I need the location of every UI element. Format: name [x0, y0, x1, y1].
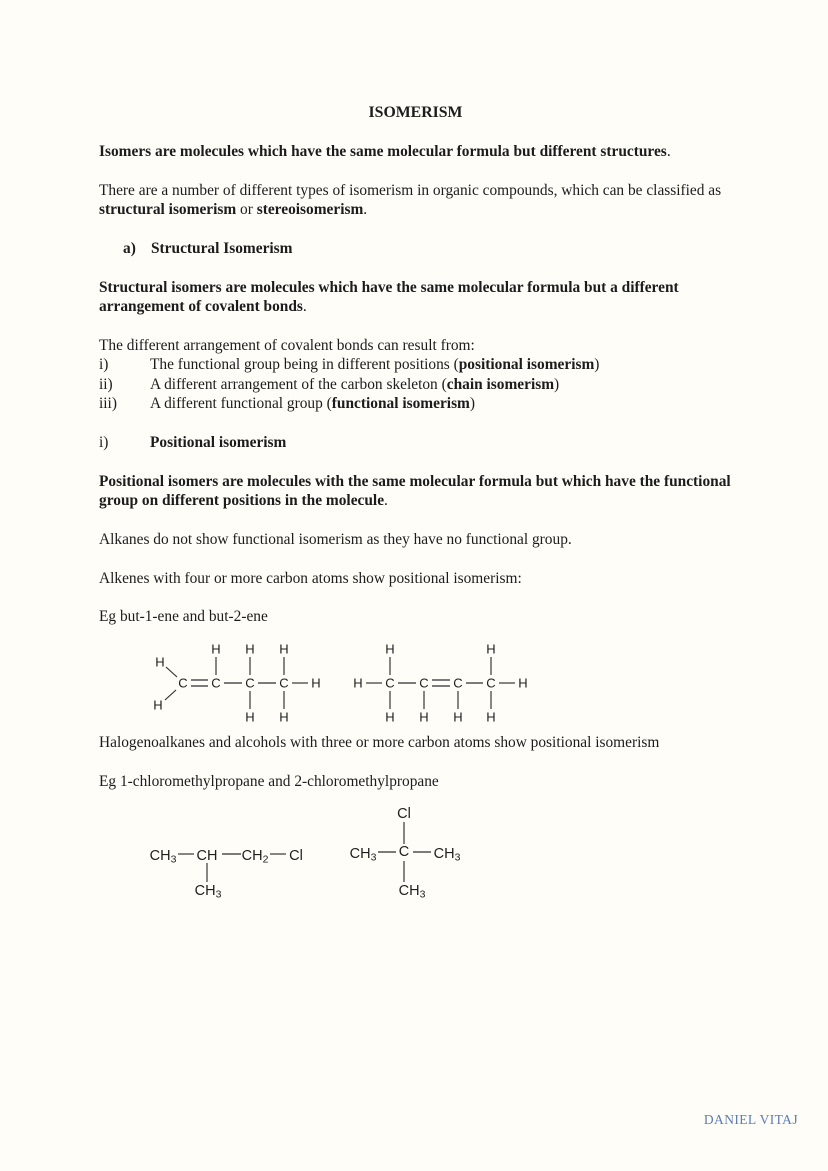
definition-isomers-period: . [666, 142, 671, 160]
list-item-bold: functional isomerism [331, 395, 470, 413]
heading-structural-isomerism [99, 239, 732, 258]
list-marker: ii) [99, 375, 113, 393]
heading-a-text: Structural Isomerism [151, 239, 293, 257]
definition-positional-bold: Positional isomers are molecules with the same molecular formula but which have the functional group on different positions in the molecule [99, 472, 731, 510]
structure-but-2-ene [340, 629, 540, 729]
atom-label: H [279, 641, 289, 657]
list-item-end: ) [469, 395, 476, 413]
atom-label: C [486, 675, 496, 691]
intro-or: or [236, 201, 257, 218]
author-name: DANIEL VITAJ [703, 1112, 798, 1127]
atom-label: C [178, 675, 188, 691]
list-item-end: ) [594, 356, 600, 374]
intro-period: . [363, 201, 368, 218]
list-item-bold: positional isomerism [458, 356, 595, 374]
atom-label: H [155, 654, 165, 670]
atom-label: H [353, 675, 363, 691]
atom-label: H [245, 641, 255, 657]
atom-label: C [245, 675, 255, 691]
heading-positional-isomerism [99, 433, 732, 452]
intro-bold-stereo: stereoisomerism [256, 201, 364, 218]
atom-label: H [518, 675, 528, 691]
atom-label: $CH_2$ [241, 848, 269, 866]
list-item [99, 355, 732, 374]
page-title: ISOMERISM [368, 104, 463, 121]
atom-label: $CH_3$ [398, 883, 426, 901]
example-butene: Eg but-1-ene and but-2-ene [99, 608, 268, 626]
arrangement-intro: The different arrangement of covalent bonds can result from: [99, 336, 475, 354]
definition-isomers-bold: Isomers are molecules which have the same molecular formula but different structures [99, 142, 667, 160]
definition-structural-bold: Structural isomers are molecules which have the same molecular formula but a different arrangement of covalent bonds [99, 278, 679, 315]
atom-label: $CH_3$ [433, 846, 461, 864]
definition-positional-isomers [99, 472, 732, 511]
list-item-pre: A different arrangement of the carbon skeleton ( [150, 375, 447, 393]
atom-label: Cl [289, 848, 303, 865]
definition-structural-isomers [99, 278, 732, 317]
list-item-pre: A different functional group ( [150, 395, 332, 413]
atom-label: CH [196, 848, 218, 865]
atom-label: $CH_3$ [149, 848, 177, 866]
list-marker: i) [99, 356, 109, 374]
bond-line [166, 667, 177, 677]
atom-label: Cl [397, 806, 411, 823]
chloropropane-structures [99, 799, 732, 904]
atom-label: $CH_3$ [349, 846, 377, 864]
structure-1-chloromethylpropane [130, 799, 330, 904]
heading-i-text: Positional isomerism [150, 433, 287, 451]
atom-label: H [419, 709, 429, 725]
atom-label: H [311, 675, 321, 691]
intro-bold-structural: structural isomerism [99, 201, 237, 218]
example-chloropropane: Eg 1-chloromethylpropane and 2-chloromethylpropane [99, 772, 439, 790]
atom-label: H [385, 709, 395, 725]
atom-label: C [419, 675, 429, 691]
atom-label: H [245, 709, 255, 725]
list-item-text [150, 355, 732, 374]
intro-text: There are a number of different types of isomerism in organic compounds, which can be classified as [99, 181, 722, 199]
list-item-bold: chain isomerism [446, 375, 555, 393]
page-content [99, 103, 732, 904]
structure-but-1-ene [140, 629, 335, 729]
heading-a-marker: a) [123, 239, 136, 257]
list-item-text [150, 394, 732, 413]
atom-label: C [398, 844, 410, 861]
atom-label: C [211, 675, 221, 691]
atom-label: H [211, 641, 221, 657]
atom-label: H [486, 709, 496, 725]
atom-label: H [153, 697, 163, 713]
atom-label: H [385, 641, 395, 657]
arrangement-list [99, 355, 732, 413]
alkanes-note: Alkanes do not show functional isomerism as they have no functional group. [99, 530, 572, 548]
atom-label: C [279, 675, 289, 691]
definition-isomers [99, 142, 732, 161]
list-item-pre: The functional group being in different positions ( [150, 356, 459, 374]
atom-label: $CH_3$ [194, 883, 222, 901]
alkenes-note: Alkenes with four or more carbon atoms show positional isomerism: [99, 569, 522, 587]
atom-label: H [279, 709, 289, 725]
list-item-text [150, 375, 732, 394]
halogenoalkanes-note: Halogenoalkanes and alcohols with three or more carbon atoms show positional isomerism [99, 733, 660, 751]
bond-line [165, 690, 176, 700]
atom-label: H [486, 641, 496, 657]
butene-structures [99, 629, 732, 729]
heading-i-marker: i) [99, 433, 109, 451]
list-marker: iii) [99, 395, 117, 413]
definition-structural-period: . [302, 298, 307, 315]
list-item-end: ) [554, 375, 560, 393]
atom-label: C [453, 675, 463, 691]
atom-label: H [453, 709, 463, 725]
list-item [99, 394, 732, 413]
list-item [99, 375, 732, 394]
intro-paragraph [99, 181, 732, 220]
structure-2-chloromethylpropane [340, 799, 490, 904]
atom-label: C [385, 675, 395, 691]
definition-positional-period: . [384, 492, 388, 510]
